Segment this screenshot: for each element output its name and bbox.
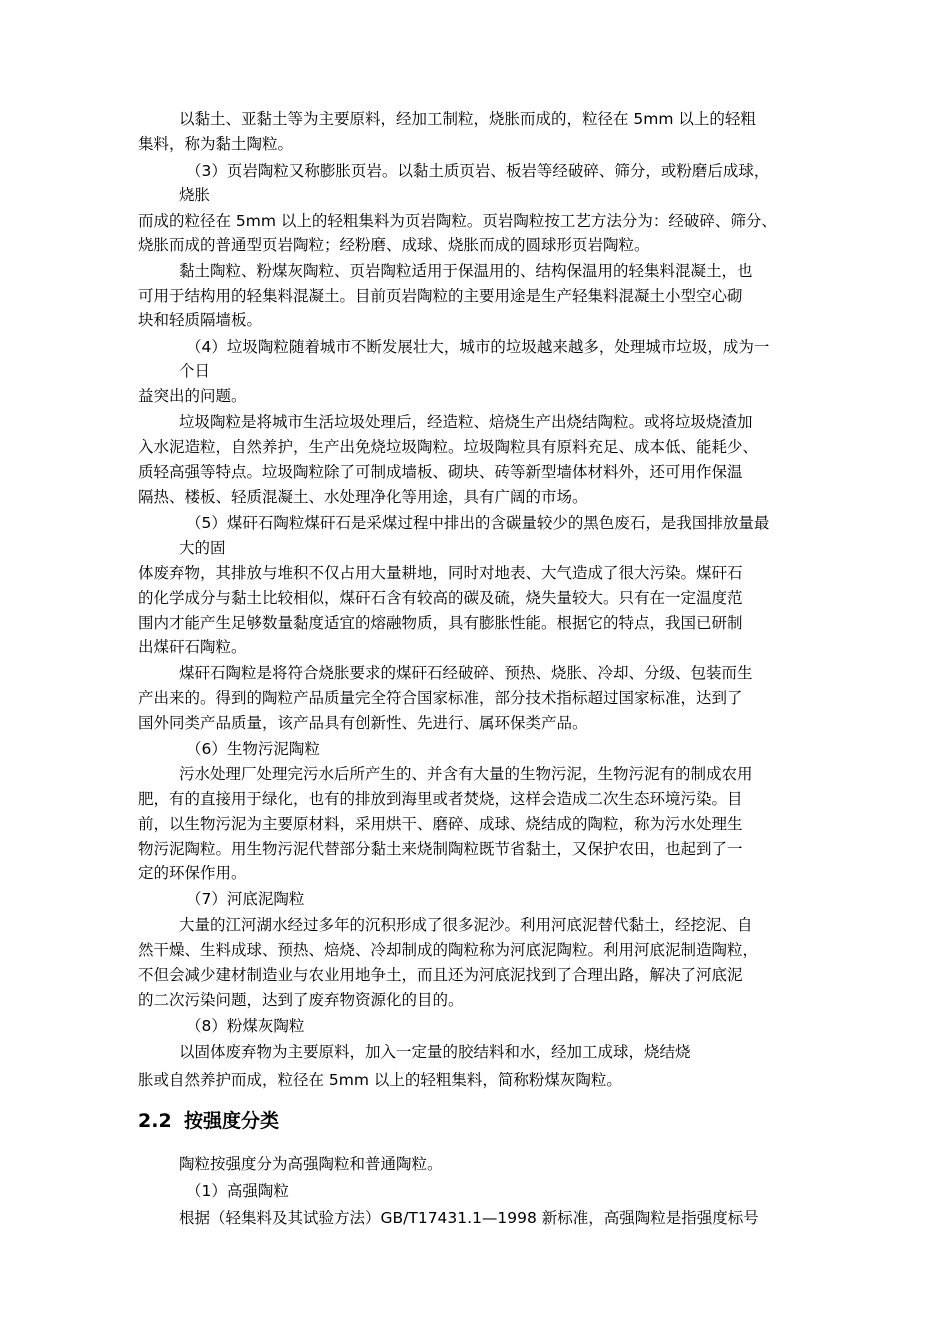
text-line: 黏土陶粒、粉煤灰陶粒、页岩陶粒适用于保温用的、结构保温用的轻集料混凝土，也: [179, 262, 753, 280]
text-line: 隔热、楼板、轻质混凝土、水处理净化等用途，具有广阔的市场。: [138, 488, 588, 506]
text-line: 益突出的问题。: [138, 387, 247, 405]
text-line: 不但会减少建材制造业与农业用地争土，而且还为河底泥找到了合理出路，解决了河底泥: [138, 966, 743, 984]
section-title: 按强度分类: [184, 1110, 280, 1132]
text-line: 国外同类产品质量，该产品具有创新性、先进行、属环保类产品。: [138, 714, 588, 732]
text-line: 污水处理厂处理完污水后所产生的、并含有大量的生物污泥，生物污泥有的制成农用: [179, 765, 753, 783]
section-heading: [138, 1108, 279, 1134]
text-line: 块和轻质隔墙板。: [138, 311, 263, 329]
section-number: 2.2: [138, 1110, 172, 1132]
text-line: 垃圾陶粒是将城市生活垃圾处理后，经造粒、焙烧生产出烧结陶粒。或将垃圾烧渣加: [179, 413, 753, 431]
text-line: 集料，称为黏土陶粒。: [138, 135, 294, 153]
text-line: 胀或自然养护而成，粒径在 5mm 以上的轻粗集料，简称粉煤灰陶粒。: [138, 1071, 622, 1089]
text-line: 前，以生物污泥为主要原材料，采用烘干、磨碎、成球、烧结成的陶粒，称为污水处理生: [138, 815, 743, 833]
text-line: 的二次污染问题，达到了废弃物资源化的目的。: [138, 991, 464, 1009]
text-line: 围内才能产生足够数量黏度适宜的熔融物质，具有膨胀性能。根据它的特点，我国已研制: [138, 614, 743, 632]
text-line: 个日: [179, 362, 211, 380]
text-line: 根据（轻集料及其试验方法）GB/T17431.1—1998 新标准，高强陶粒是指强度标号: [179, 1209, 759, 1227]
text-line: 的化学成分与黏土比较相似，煤矸石含有较高的碳及硫，烧失量较大。只有在一定温度范: [138, 589, 743, 607]
text-line: （6）生物污泥陶粒: [186, 740, 320, 758]
text-line: （4）垃圾陶粒随着城市不断发展壮大，城市的垃圾越来越多，处理城市垃圾，成为一: [186, 338, 770, 356]
text-line: 定的环保作用。: [138, 864, 247, 882]
text-line: 烧胀: [179, 186, 211, 204]
text-line: 体废弃物，其排放与堆积不仅占用大量耕地，同时对地表、大气造成了很大污染。煤矸石: [138, 564, 743, 582]
text-line: 出煤矸石陶粒。: [138, 638, 247, 656]
text-line: 然干燥、生料成球、预热、焙烧、冷却制成的陶粒称为河底泥陶粒。利用河底泥制造陶粒，: [138, 941, 759, 959]
text-line: 肥，有的直接用于绿化，也有的排放到海里或者焚烧，这样会造成二次生态环境污染。目: [138, 790, 743, 808]
text-line: （3）页岩陶粒又称膨胀页岩。以黏土质页岩、板岩等经破碎、筛分，或粉磨后成球，: [186, 162, 770, 180]
text-line: 煤矸石陶粒是将符合烧胀要求的煤矸石经破碎、预热、烧胀、冷却、分级、包装而生: [179, 664, 753, 682]
text-line: 大量的江河湖水经过多年的沉积形成了很多泥沙。利用河底泥替代黏土，经挖泥、自: [179, 916, 753, 934]
text-line: 可用于结构用的轻集料混凝土。目前页岩陶粒的主要用途是生产轻集料混凝土小型空心砌: [138, 287, 743, 305]
text-line: （5）煤矸石陶粒煤矸石是采煤过程中排出的含碳量较少的黑色废石，是我国排放量最: [186, 514, 770, 532]
text-line: 烧胀而成的普通型页岩陶粒；经粉磨、成球、烧胀而成的圆球形页岩陶粒。: [138, 236, 650, 254]
text-line: （7）河底泥陶粒: [186, 890, 305, 908]
text-line: 大的固: [179, 539, 226, 557]
text-line: 物污泥陶粒。用生物污泥代替部分黏土来烧制陶粒既节省黏土，又保护农田，也起到了一: [138, 840, 743, 858]
text-line: 以固体废弃物为主要原料，加入一定量的胶结料和水，经加工成球，烧结烧: [179, 1043, 691, 1061]
text-line: （1）高强陶粒: [186, 1182, 289, 1200]
text-line: 质轻高强等特点。垃圾陶粒除了可制成墙板、砌块、砖等新型墙体材料外，还可用作保温: [138, 463, 743, 481]
text-line: 而成的粒径在 5mm 以上的轻粗集料为页岩陶粒。页岩陶粒按工艺方法分为：经破碎、筛分、: [138, 212, 777, 230]
text-line: 入水泥造粒，自然养护，生产出免烧垃圾陶粒。垃圾陶粒具有原料充足、成本低、能耗少、: [138, 438, 759, 456]
text-line: 产出来的。得到的陶粒产品质量完全符合国家标准，部分技术指标超过国家标准，达到了: [138, 689, 743, 707]
text-line: 以黏土、亚黏土等为主要原料，经加工制粒，烧胀而成的，粒径在 5mm 以上的轻粗: [179, 110, 756, 128]
text-line: （8）粉煤灰陶粒: [186, 1017, 305, 1035]
text-line: 陶粒按强度分为高强陶粒和普通陶粒。: [179, 1155, 443, 1173]
